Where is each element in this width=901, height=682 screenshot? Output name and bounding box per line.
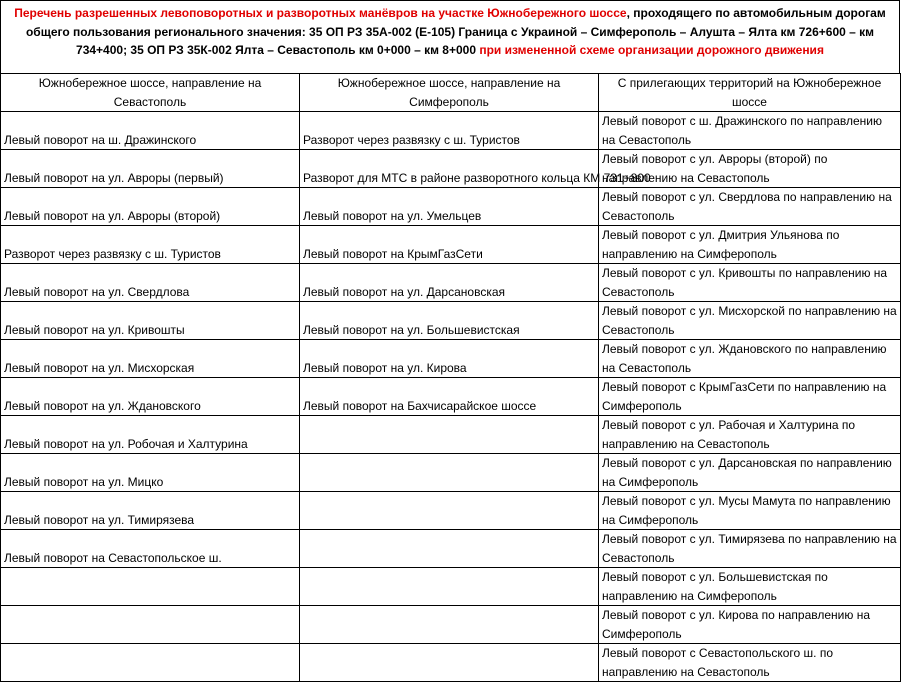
cell-adjacent: Левый поворот с Севастопольского ш. по направлению на Севастополь: [599, 644, 901, 682]
document-title: [0, 0, 900, 73]
cell-sevastopol: Левый поворот на ул. Мисхорская: [1, 340, 300, 378]
cell-sevastopol: Левый поворот на ул. Мицко: [1, 454, 300, 492]
table-row: [1, 454, 901, 492]
cell-simferopol: Левый поворот на ул. Кирова: [300, 340, 599, 378]
cell-simferopol: [300, 454, 599, 492]
cell-adjacent: Левый поворот с ул. Кирова по направлению на Симферополь: [599, 606, 901, 644]
cell-adjacent: Левый поворот с ул. Мусы Мамута по направлению на Симферополь: [599, 492, 901, 530]
cell-sevastopol: Левый поворот на ул. Ждановского: [1, 378, 300, 416]
table-row: [1, 492, 901, 530]
cell-adjacent: Левый поворот с ул. Свердлова по направлению на Севастополь: [599, 188, 901, 226]
cell-adjacent: Левый поворот с ул. Дмитрия Ульянова по направлению на Симферополь: [599, 226, 901, 264]
cell-sevastopol: Левый поворот на ш. Дражинского: [1, 112, 300, 150]
cell-adjacent: Левый поворот с ул. Тимирязева по направлению на Севастополь: [599, 530, 901, 568]
cell-sevastopol: Левый поворот на ул. Свердлова: [1, 264, 300, 302]
cell-sevastopol: Левый поворот на ул. Авроры (второй): [1, 188, 300, 226]
cell-adjacent: Левый поворот с ул. Рабочая и Халтурина по направлению на Севастополь: [599, 416, 901, 454]
header-sevastopol: Южнобережное шоссе, направление на Севастополь: [1, 74, 300, 112]
table-row: [1, 530, 901, 568]
cell-sevastopol: Левый поворот на ул. Робочая и Халтурина: [1, 416, 300, 454]
cell-simferopol: [300, 644, 599, 682]
table-header-row: [1, 74, 901, 112]
cell-sevastopol: [1, 644, 300, 682]
cell-simferopol: Левый поворот на ул. Большевистская: [300, 302, 599, 340]
cell-simferopol: Левый поворот на ул. Дарсановская: [300, 264, 599, 302]
table-row: [1, 226, 901, 264]
cell-simferopol: [300, 606, 599, 644]
cell-sevastopol: Левый поворот на ул. Тимирязева: [1, 492, 300, 530]
title-black-part: , проходящего по автомобильным дорогам общего пользования регионального значения: 35 ОП РЗ 35А-002 (Е-105) Граница с Украиной – Симферополь – Алушта – Ялта км 726+600 – км 734+400; 35 ОП РЗ 35К-002 Ялта – Севастополь км 0+000 – км 8+000: [25, 6, 886, 57]
cell-simferopol: [300, 416, 599, 454]
table-row: [1, 606, 901, 644]
cell-adjacent: Левый поворот с ул. Дарсановская по направлению на Симферополь: [599, 454, 901, 492]
cell-sevastopol: Левый поворот на ул. Кривошты: [1, 302, 300, 340]
cell-sevastopol: Левый поворот на Севастопольское ш.: [1, 530, 300, 568]
cell-simferopol: Левый поворот на ул. Умельцев: [300, 188, 599, 226]
cell-simferopol: [300, 568, 599, 606]
title-red-part-1: Перечень разрешенных левоповоротных и разворотных манёвров на участке Южнобережного шоссе: [14, 6, 627, 20]
cell-adjacent: Левый поворот с КрымГазСети по направлению на Симферополь: [599, 378, 901, 416]
table-row: [1, 378, 901, 416]
header-simferopol: Южнобережное шоссе, направление на Симферополь: [300, 74, 599, 112]
cell-adjacent: Левый поворот с ул. Мисхорской по направлению на Севастополь: [599, 302, 901, 340]
cell-simferopol: [300, 492, 599, 530]
cell-adjacent: Левый поворот с ул. Авроры (второй) по направлению на Севастополь: [599, 150, 901, 188]
cell-adjacent: Левый поворот с ул. Большевистская по направлению на Симферополь: [599, 568, 901, 606]
maneuvers-table: [0, 73, 901, 682]
title-red-part-2: при измененной схеме организации дорожного движения: [479, 43, 824, 57]
table-row: [1, 302, 901, 340]
table-row: [1, 150, 901, 188]
table-row: [1, 644, 901, 682]
cell-sevastopol: [1, 606, 300, 644]
cell-simferopol: Разворот для МТС в районе разворотного кольца КМ 731+800: [300, 150, 599, 188]
cell-simferopol: Левый поворот на Бахчисарайское шоссе: [300, 378, 599, 416]
header-adjacent: С прилегающих территорий на Южнобережное шоссе: [599, 74, 901, 112]
table-row: [1, 112, 901, 150]
cell-sevastopol: Левый поворот на ул. Авроры (первый): [1, 150, 300, 188]
table-row: [1, 264, 901, 302]
cell-sevastopol: Разворот через развязку с ш. Туристов: [1, 226, 300, 264]
table-row: [1, 188, 901, 226]
table-row: [1, 340, 901, 378]
cell-sevastopol: [1, 568, 300, 606]
table-row: [1, 416, 901, 454]
cell-adjacent: Левый поворот с ул. Кривошты по направлению на Севастополь: [599, 264, 901, 302]
cell-simferopol: Разворот через развязку с ш. Туристов: [300, 112, 599, 150]
table-row: [1, 568, 901, 606]
cell-adjacent: Левый поворот с ш. Дражинского по направлению на Севастополь: [599, 112, 901, 150]
cell-simferopol: [300, 530, 599, 568]
cell-simferopol: Левый поворот на КрымГазСети: [300, 226, 599, 264]
cell-adjacent: Левый поворот с ул. Ждановского по направлению на Севастополь: [599, 340, 901, 378]
